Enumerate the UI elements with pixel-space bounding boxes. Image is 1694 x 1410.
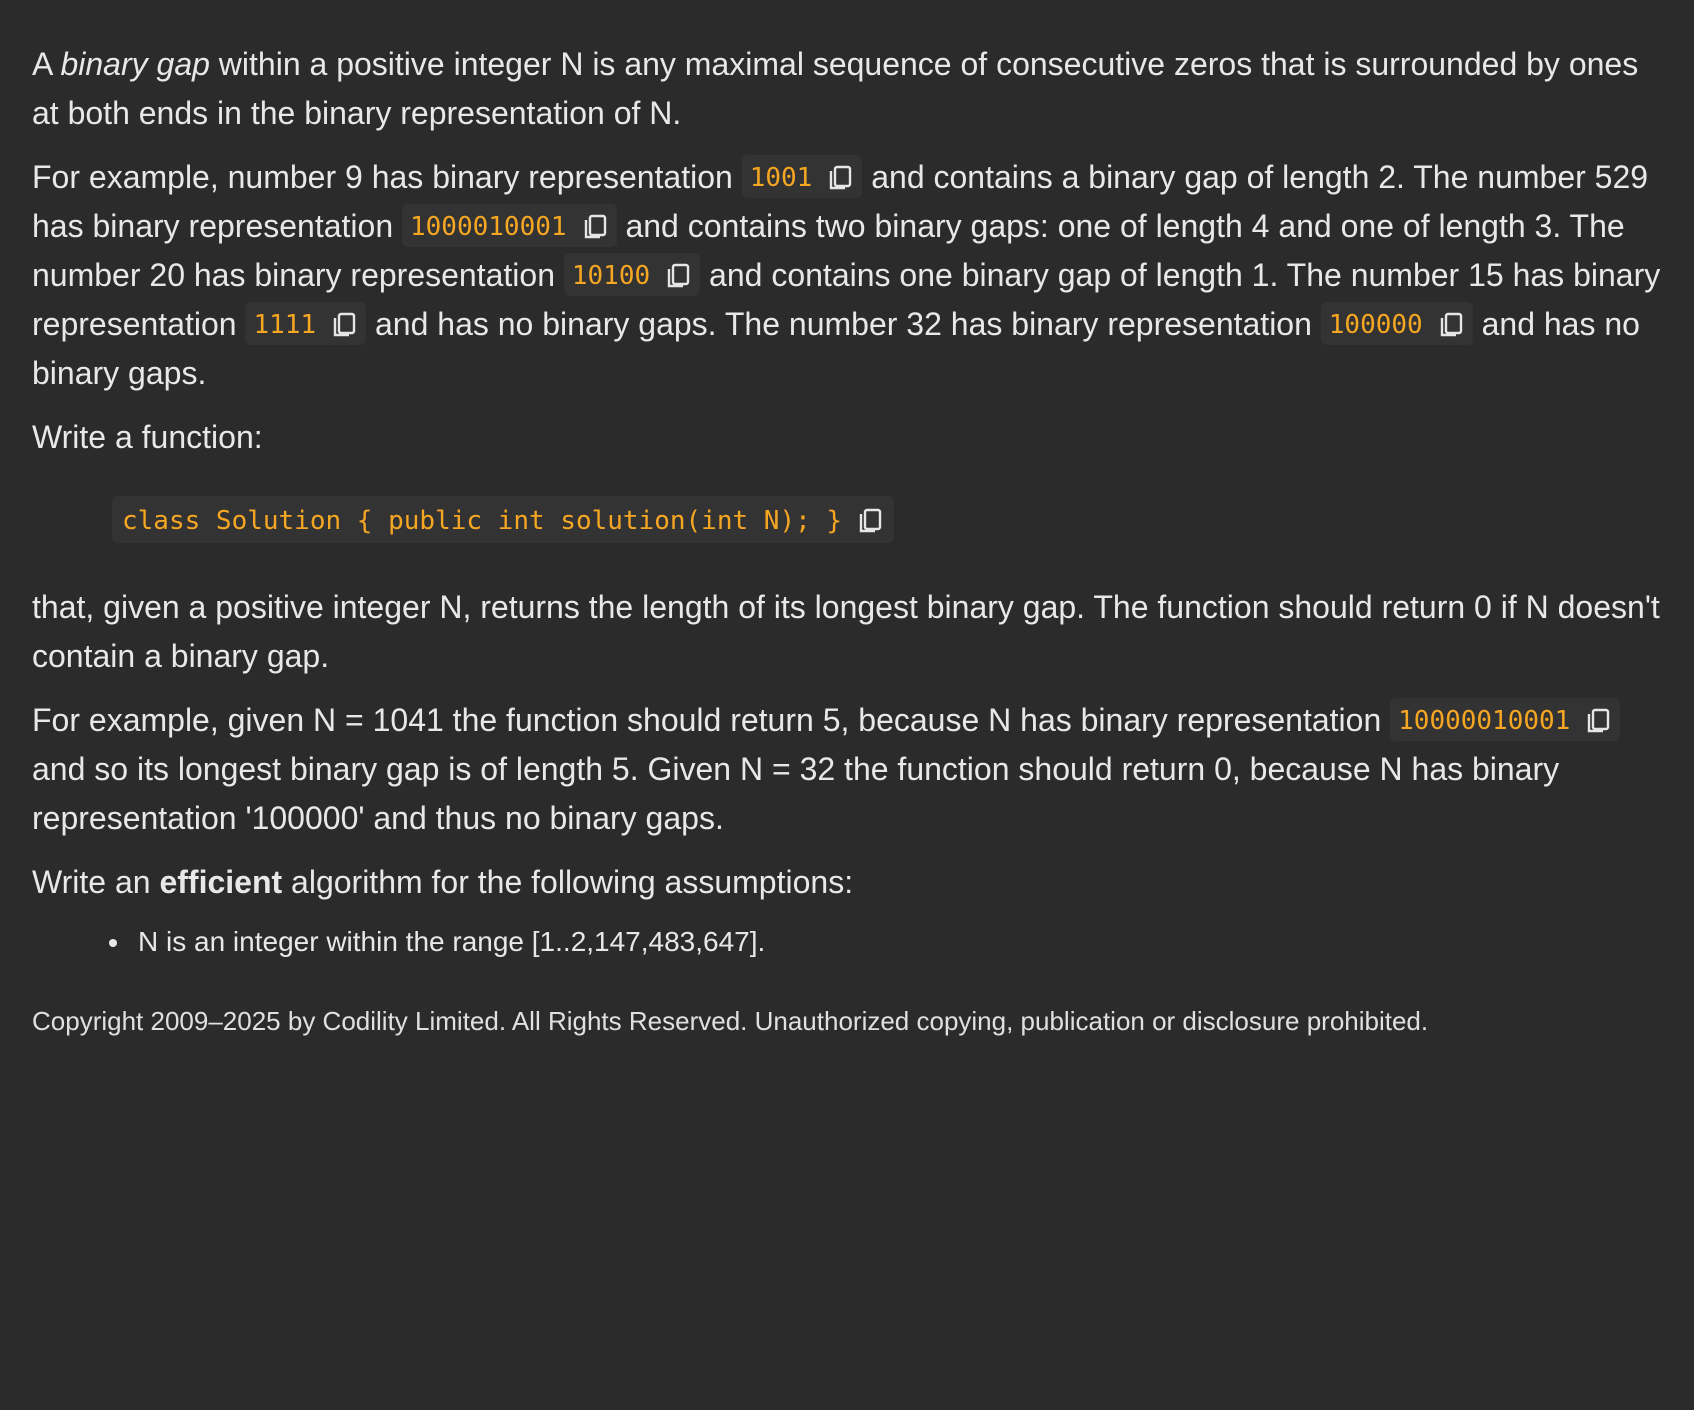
example-1041-paragraph (32, 696, 1662, 843)
copy-icon[interactable] (1584, 706, 1612, 734)
copy-icon[interactable] (581, 212, 609, 240)
function-signature-block (112, 496, 1662, 545)
code-chip-1000010001 (402, 204, 617, 247)
example-text-1: For example, given N = 1041 the function should return 5, because N has binary representation (32, 702, 1391, 738)
code-chip-1001 (742, 155, 863, 198)
function-description-paragraph: that, given a positive integer N, returns the length of its longest binary gap. The function should return 0 if N doesn't contain a binary gap. (32, 589, 1660, 674)
copy-icon[interactable] (826, 163, 854, 191)
code-chip-1111 (245, 302, 366, 345)
example-text-2: and so its longest binary gap is of length 5. Given N = 32 the function should return 0, because N has binary representation '100000' and thus no binary gaps. (32, 751, 1560, 836)
copy-icon[interactable] (330, 310, 358, 338)
efficiency-text-1: Write an (32, 864, 160, 900)
copy-icon[interactable] (856, 506, 884, 534)
copy-icon[interactable] (664, 261, 692, 289)
assumption-item: • N is an integer within the range [1..2,147,483,647]. (132, 922, 1662, 962)
inline-code: 1111 (253, 310, 317, 340)
examples-text-4: and contains one binary gap of length 1. The number 15 has binary representation (32, 257, 1661, 342)
write-function-paragraph: Write a function: (32, 419, 263, 455)
efficiency-paragraph (32, 858, 1662, 907)
inline-code: 10100 (571, 261, 651, 291)
examples-text-2: and contains a binary gap of length 2. The number 529 has binary representation (32, 159, 1649, 244)
code-chip-100000 (1321, 302, 1473, 345)
examples-text-1: For example, number 9 has binary representation (32, 159, 742, 195)
examples-paragraph (32, 153, 1662, 398)
copy-icon[interactable] (1437, 310, 1465, 338)
inline-code: 100000 (1328, 310, 1423, 340)
code-chip-10000010001 (1390, 698, 1620, 741)
intro-text-1: A (32, 46, 61, 82)
inline-code: 10000010001 (1398, 706, 1571, 736)
examples-text-6: and has no binary gaps. (32, 306, 1640, 391)
examples-text-3: and contains two binary gaps: one of length 4 and one of length 3. The number 20 has binary representation (32, 208, 1625, 293)
intro-paragraph (32, 40, 1662, 138)
efficiency-text-2: algorithm for the following assumptions: (282, 864, 854, 900)
inline-code: 1000010001 (410, 212, 567, 242)
efficient-emphasis: efficient (159, 864, 283, 900)
assumptions-list (32, 922, 1662, 962)
inline-code: 1001 (749, 163, 813, 193)
code-chip-10100 (564, 253, 700, 296)
term-binary-gap: binary gap (60, 46, 210, 82)
code-chip-signature (112, 496, 894, 543)
intro-text-2: within a positive integer N is any maximal sequence of consecutive zeros that is surrounded by ones at both ends in the binary representation of N. (32, 46, 1639, 131)
examples-text-5: and has no binary gaps. The number 32 has binary representation (366, 306, 1321, 342)
task-description (32, 40, 1662, 1040)
function-signature-code: class Solution { public int solution(int N); } (122, 506, 843, 536)
copyright-notice: Copyright 2009–2025 by Codility Limited. All Rights Reserved. Unauthorized copying, publication or disclosure prohibited. (32, 1006, 1429, 1036)
